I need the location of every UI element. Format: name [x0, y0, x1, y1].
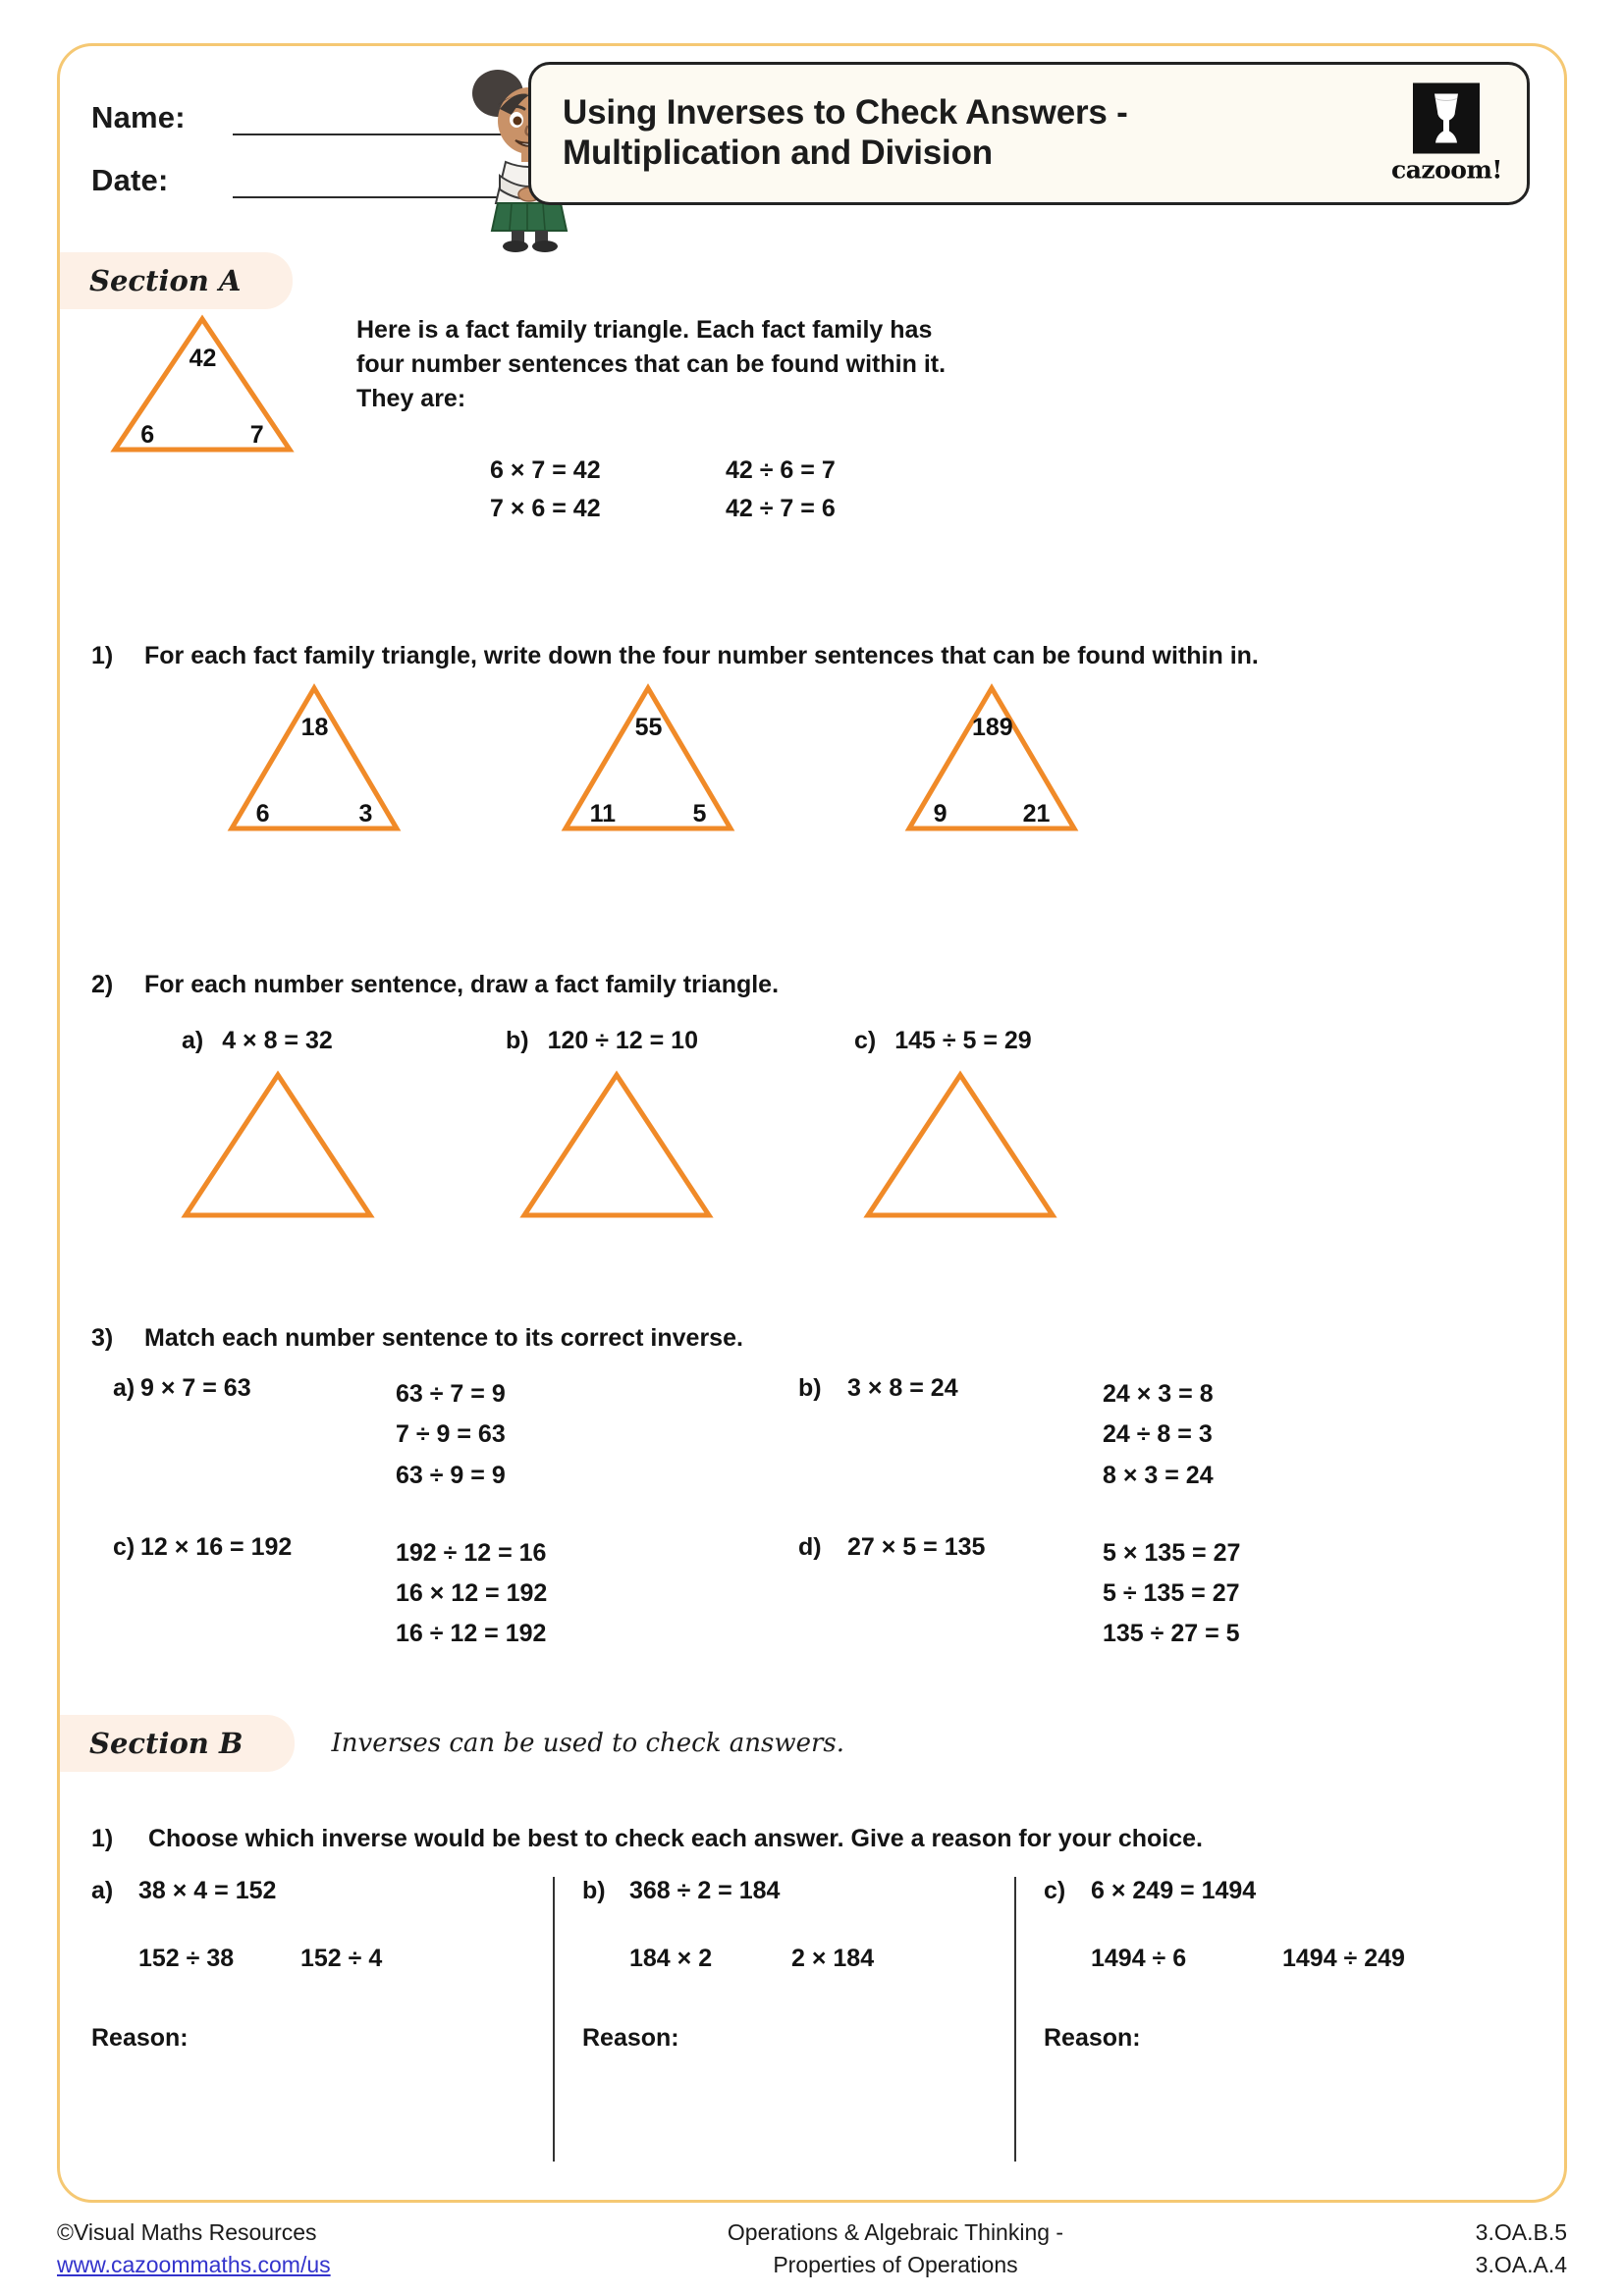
question-3-number: 3) [91, 1324, 114, 1352]
worksheet-header [60, 46, 1564, 282]
section-b-reason-label-c[interactable]: Reason: [1044, 2024, 1141, 2052]
footer-code-1: 3.OA.B.5 [1475, 2219, 1567, 2245]
section-b-question-1-number: 1) [91, 1825, 114, 1852]
section-a-badge: Section A [60, 252, 293, 309]
question-2-sentence-a: 4 × 8 = 32 [222, 1027, 333, 1054]
question-2-letter-a: a) [182, 1027, 204, 1054]
fact-triangle-1-right-value: 3 [358, 800, 373, 828]
fact-triangle-3-right-value: 21 [1022, 800, 1051, 828]
worksheet-page-frame [57, 43, 1567, 2203]
question-3-item-c [91, 1533, 798, 1655]
question-3-letter-a: a) [113, 1374, 135, 1402]
question-3-letter-d: d) [798, 1532, 822, 1561]
fact-triangle-2-right-value: 5 [692, 800, 707, 828]
section-b-option-c1[interactable]: 1494 ÷ 6 [1091, 1945, 1187, 1972]
question-2-number: 2) [91, 971, 114, 998]
question-3-option[interactable]: 63 ÷ 9 = 9 [396, 1461, 506, 1489]
cazoom-wordmark: cazoom! [1391, 155, 1502, 185]
question-3-item-b [798, 1374, 1505, 1496]
question-2-item-a [182, 1027, 506, 1055]
footer-website-link[interactable]: www.cazoommaths.com/us [57, 2252, 331, 2278]
question-3-sentence-a: 9 × 7 = 63 [140, 1374, 251, 1402]
fact-triangle-2-left-value: 11 [589, 800, 617, 828]
question-1-block [91, 640, 1525, 834]
section-b-question-1-text: Choose which inverse would be best to check each answer. Give a reason for your choice. [148, 1825, 1203, 1852]
example-equations-column-1 [490, 452, 726, 528]
section-b-option-b1[interactable]: 184 × 2 [629, 1945, 713, 1972]
question-2-prompt [91, 969, 1525, 1001]
footer-code-2: 3.OA.A.4 [1475, 2252, 1567, 2278]
question-3-letter-b: b) [798, 1374, 822, 1402]
example-triangle-top-value: 42 [189, 345, 217, 372]
question-2-item-c [854, 1027, 1203, 1055]
question-1-number: 1) [91, 642, 114, 669]
example-triangle-right-value: 7 [249, 421, 264, 449]
section-b-item-a [91, 1877, 553, 2162]
example-fact-triangle [109, 313, 296, 455]
blank-fact-triangle-a[interactable] [180, 1069, 376, 1221]
footer-standard-line-2: Properties of Operations [773, 2252, 1018, 2278]
footer-standard-line-1: Operations & Algebraic Thinking - [727, 2219, 1064, 2245]
fact-triangle-3-top-value: 189 [971, 714, 1013, 741]
section-b-reason-label-a[interactable]: Reason: [91, 2024, 189, 2052]
question-3-option[interactable]: 24 ÷ 8 = 3 [1103, 1420, 1213, 1449]
section-b-letter-b: b) [582, 1877, 606, 1904]
question-3-option[interactable]: 24 × 3 = 8 [1103, 1380, 1214, 1408]
question-3-options-b[interactable] [1103, 1374, 1214, 1496]
section-b-letter-a: a) [91, 1877, 114, 1904]
question-1-triangles [91, 682, 1525, 834]
question-3-options-c[interactable] [396, 1533, 547, 1655]
name-label: Name: [91, 100, 186, 134]
question-3-option[interactable]: 192 ÷ 12 = 16 [396, 1538, 547, 1567]
section-b-item-c [1014, 1877, 1476, 2162]
question-2-sentence-b: 120 ÷ 12 = 10 [547, 1027, 698, 1054]
question-3-block [91, 1322, 1525, 1692]
section-b-columns [91, 1877, 1525, 2162]
section-b-question-1-prompt [91, 1823, 1525, 1855]
section-b-badge-row [60, 1715, 1564, 1772]
question-3-sentence-b: 3 × 8 = 24 [847, 1374, 958, 1402]
question-3-prompt [91, 1322, 1525, 1355]
section-b-sentence-a: 38 × 4 = 152 [138, 1877, 277, 1904]
question-3-options-a[interactable] [396, 1374, 506, 1496]
question-3-letter-c: c) [113, 1532, 135, 1561]
section-b-note: Inverses can be used to check answers. [331, 1729, 845, 1758]
question-2-item-b [506, 1027, 854, 1055]
section-a-badge-row [60, 252, 1564, 309]
fact-triangle-1[interactable] [226, 682, 403, 834]
fact-triangle-2-top-value: 55 [634, 714, 663, 741]
section-b-reason-label-b[interactable]: Reason: [582, 2024, 679, 2052]
question-3-option[interactable]: 135 ÷ 27 = 5 [1103, 1620, 1240, 1648]
worksheet-footer [57, 2216, 1567, 2282]
question-3-option[interactable]: 16 × 12 = 192 [396, 1579, 548, 1607]
fact-triangle-2[interactable] [560, 682, 736, 834]
footer-left [57, 2216, 518, 2282]
question-3-options-d[interactable] [1103, 1533, 1240, 1655]
cazoom-logo [1391, 83, 1501, 185]
question-2-sentence-c: 145 ÷ 5 = 29 [894, 1027, 1032, 1054]
question-3-sentence-d: 27 × 5 = 135 [847, 1532, 986, 1561]
question-2-block [91, 969, 1525, 1221]
fact-triangle-1-top-value: 18 [300, 714, 329, 741]
date-label: Date: [91, 163, 169, 197]
worksheet-title-box [528, 62, 1530, 205]
fact-triangle-3[interactable] [903, 682, 1080, 834]
section-b-item-b [553, 1877, 1014, 2162]
section-b-option-a2[interactable]: 152 ÷ 4 [300, 1945, 383, 1972]
example-triangle-left-value: 6 [140, 421, 155, 449]
section-b-option-c2[interactable]: 1494 ÷ 249 [1282, 1945, 1405, 1972]
question-2-letter-c: c) [854, 1027, 877, 1054]
question-1-text: For each fact family triangle, write down the four number sentences that can be found within in. [144, 642, 1259, 669]
section-b-option-b2[interactable]: 2 × 184 [791, 1945, 875, 1972]
fact-triangle-1-left-value: 6 [255, 800, 270, 828]
section-b-sentence-b: 368 ÷ 2 = 184 [629, 1877, 781, 1904]
section-b-question-1-block [91, 1823, 1525, 2162]
question-3-option[interactable]: 16 ÷ 12 = 192 [396, 1620, 547, 1648]
question-3-option[interactable]: 63 ÷ 7 = 9 [396, 1380, 506, 1408]
question-1-prompt [91, 640, 1525, 672]
section-b-badge: Section B [60, 1715, 295, 1772]
example-equation: 42 ÷ 6 = 7 [726, 456, 836, 484]
question-3-option[interactable]: 5 × 135 = 27 [1103, 1538, 1241, 1567]
question-2-blank-triangles [91, 1069, 1525, 1221]
cazoom-cup-icon [1413, 83, 1480, 154]
example-equation: 6 × 7 = 42 [490, 456, 601, 484]
question-3-item-d [798, 1533, 1505, 1655]
example-equations-column-2 [726, 452, 961, 528]
question-3-text: Match each number sentence to its correct inverse. [144, 1324, 743, 1352]
question-2-sentences [91, 1027, 1525, 1055]
section-a-example [60, 313, 1564, 528]
example-equation: 42 ÷ 7 = 6 [726, 494, 836, 522]
footer-copyright: ©Visual Maths Resources [57, 2219, 317, 2245]
question-3-row-1 [91, 1374, 1525, 1496]
section-b-option-a1[interactable]: 152 ÷ 38 [138, 1945, 235, 1972]
section-b-sentence-c: 6 × 249 = 1494 [1091, 1877, 1257, 1904]
question-3-matching [91, 1374, 1525, 1655]
question-3-option[interactable]: 8 × 3 = 24 [1103, 1461, 1214, 1489]
section-b-letter-c: c) [1044, 1877, 1066, 1904]
question-3-option[interactable]: 5 ÷ 135 = 27 [1103, 1579, 1240, 1607]
example-equation: 7 × 6 = 42 [490, 494, 601, 522]
footer-standard [518, 2216, 1272, 2282]
question-3-item-a [91, 1374, 798, 1496]
question-2-letter-b: b) [506, 1027, 529, 1054]
blank-fact-triangle-c[interactable] [862, 1069, 1058, 1221]
page-title: Using Inverses to Check Answers - Multiplication and Division [563, 93, 1128, 172]
question-3-sentence-c: 12 × 16 = 192 [140, 1532, 293, 1561]
question-3-row-2 [91, 1533, 1525, 1655]
footer-codes [1272, 2216, 1567, 2282]
question-2-text: For each number sentence, draw a fact family triangle. [144, 971, 780, 998]
question-3-option[interactable]: 7 ÷ 9 = 63 [396, 1420, 506, 1449]
fact-triangle-3-left-value: 9 [933, 800, 947, 828]
blank-fact-triangle-b[interactable] [518, 1069, 715, 1221]
example-intro-text: Here is a fact family triangle. Each fact family has four number sentences that can be found within it. They are: [356, 316, 947, 412]
